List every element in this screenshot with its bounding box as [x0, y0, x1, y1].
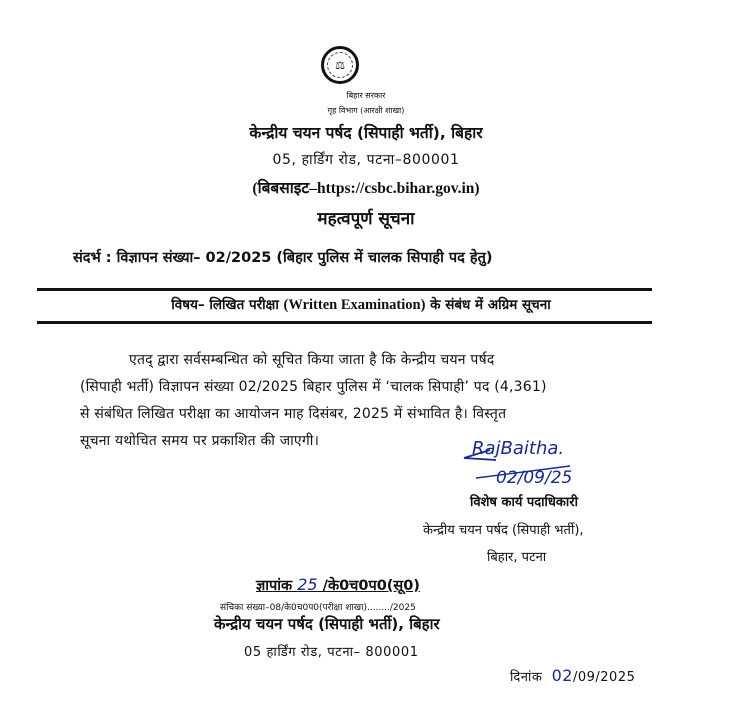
subject-suffix: के संबंध में अग्रिम सूचना: [425, 297, 551, 313]
handwritten-signature: [462, 438, 582, 488]
memo-label: ज्ञापांक: [256, 578, 298, 594]
signature-date: 02/09/25: [496, 468, 573, 488]
body-line-1: एतद् द्वारा सर्वसम्बन्धित को सूचित किया जाता है कि केन्द्रीय चयन पर्षद: [129, 352, 495, 368]
memo-suffix: /के0च0प0(सू0): [317, 578, 420, 594]
signatory-org: केन्द्रीय चयन पर्षद (सिपाही भर्ती),: [423, 523, 584, 538]
notice-title: महत्वपूर्ण सूचना: [317, 209, 415, 229]
org-name: केन्द्रीय चयन पर्षद (सिपाही भर्ती), बिहार: [249, 124, 483, 142]
body-line-3: से संबंधित लिखित परीक्षा का आयोजन माह दिसंबर, 2025 में संभावित है। विस्तृत: [80, 406, 507, 422]
memo-number: [256, 575, 420, 595]
top-rule: [37, 288, 652, 291]
memo-handwritten-number: 25: [297, 575, 318, 594]
subject-english: (Written Examination): [283, 297, 426, 313]
date-label: दिनांक: [510, 670, 543, 685]
seal-icon: ⚖: [327, 52, 353, 78]
website: (बिबसाइट–https://csbc.bihar.gov.in): [252, 180, 480, 197]
date-line: [510, 666, 635, 685]
bottom-rule: [37, 321, 652, 324]
signature-name: RajBaitha.: [472, 438, 565, 459]
file-number: संचिका संख्या–08/के0च0प0(परीक्षा शाखा)......../2025: [220, 603, 416, 613]
memo-address: 05 हार्डिंग रोड, पटना– 800001: [244, 645, 419, 660]
designation: विशेष कार्य पदाधिकारी: [470, 495, 578, 510]
memo-org-name: केन्द्रीय चयन पर्षद (सिपाही भर्ती), बिहार: [214, 615, 440, 633]
gov-name: बिहार सरकार: [346, 91, 386, 100]
date-rest: /09/2025: [572, 670, 636, 685]
body-line-4: सूचना यथोचित समय पर प्रकाशित की जाएगी।: [80, 433, 320, 449]
subject-prefix: विषय– लिखित परीक्षा: [171, 297, 284, 313]
department: गृह विभाग (आरक्षी शाखा): [327, 106, 405, 115]
emblem-seal: [321, 46, 359, 84]
reference-line: संदर्भ : विज्ञापन संख्या– 02/2025 (बिहार पुलिस में चालक सिपाही पद हेतु): [73, 250, 493, 266]
signatory-place: बिहार, पटना: [487, 550, 547, 565]
date-handwritten-day: 02: [551, 666, 573, 685]
address: 05, हार्डिंग रोड, पटना–800001: [272, 152, 460, 168]
body-line-2: (सिपाही भर्ती) विज्ञापन संख्या 02/2025 बिहार पुलिस में ‘चालक सिपाही’ पद (4,361): [80, 379, 547, 395]
subject-line: [0, 295, 727, 314]
